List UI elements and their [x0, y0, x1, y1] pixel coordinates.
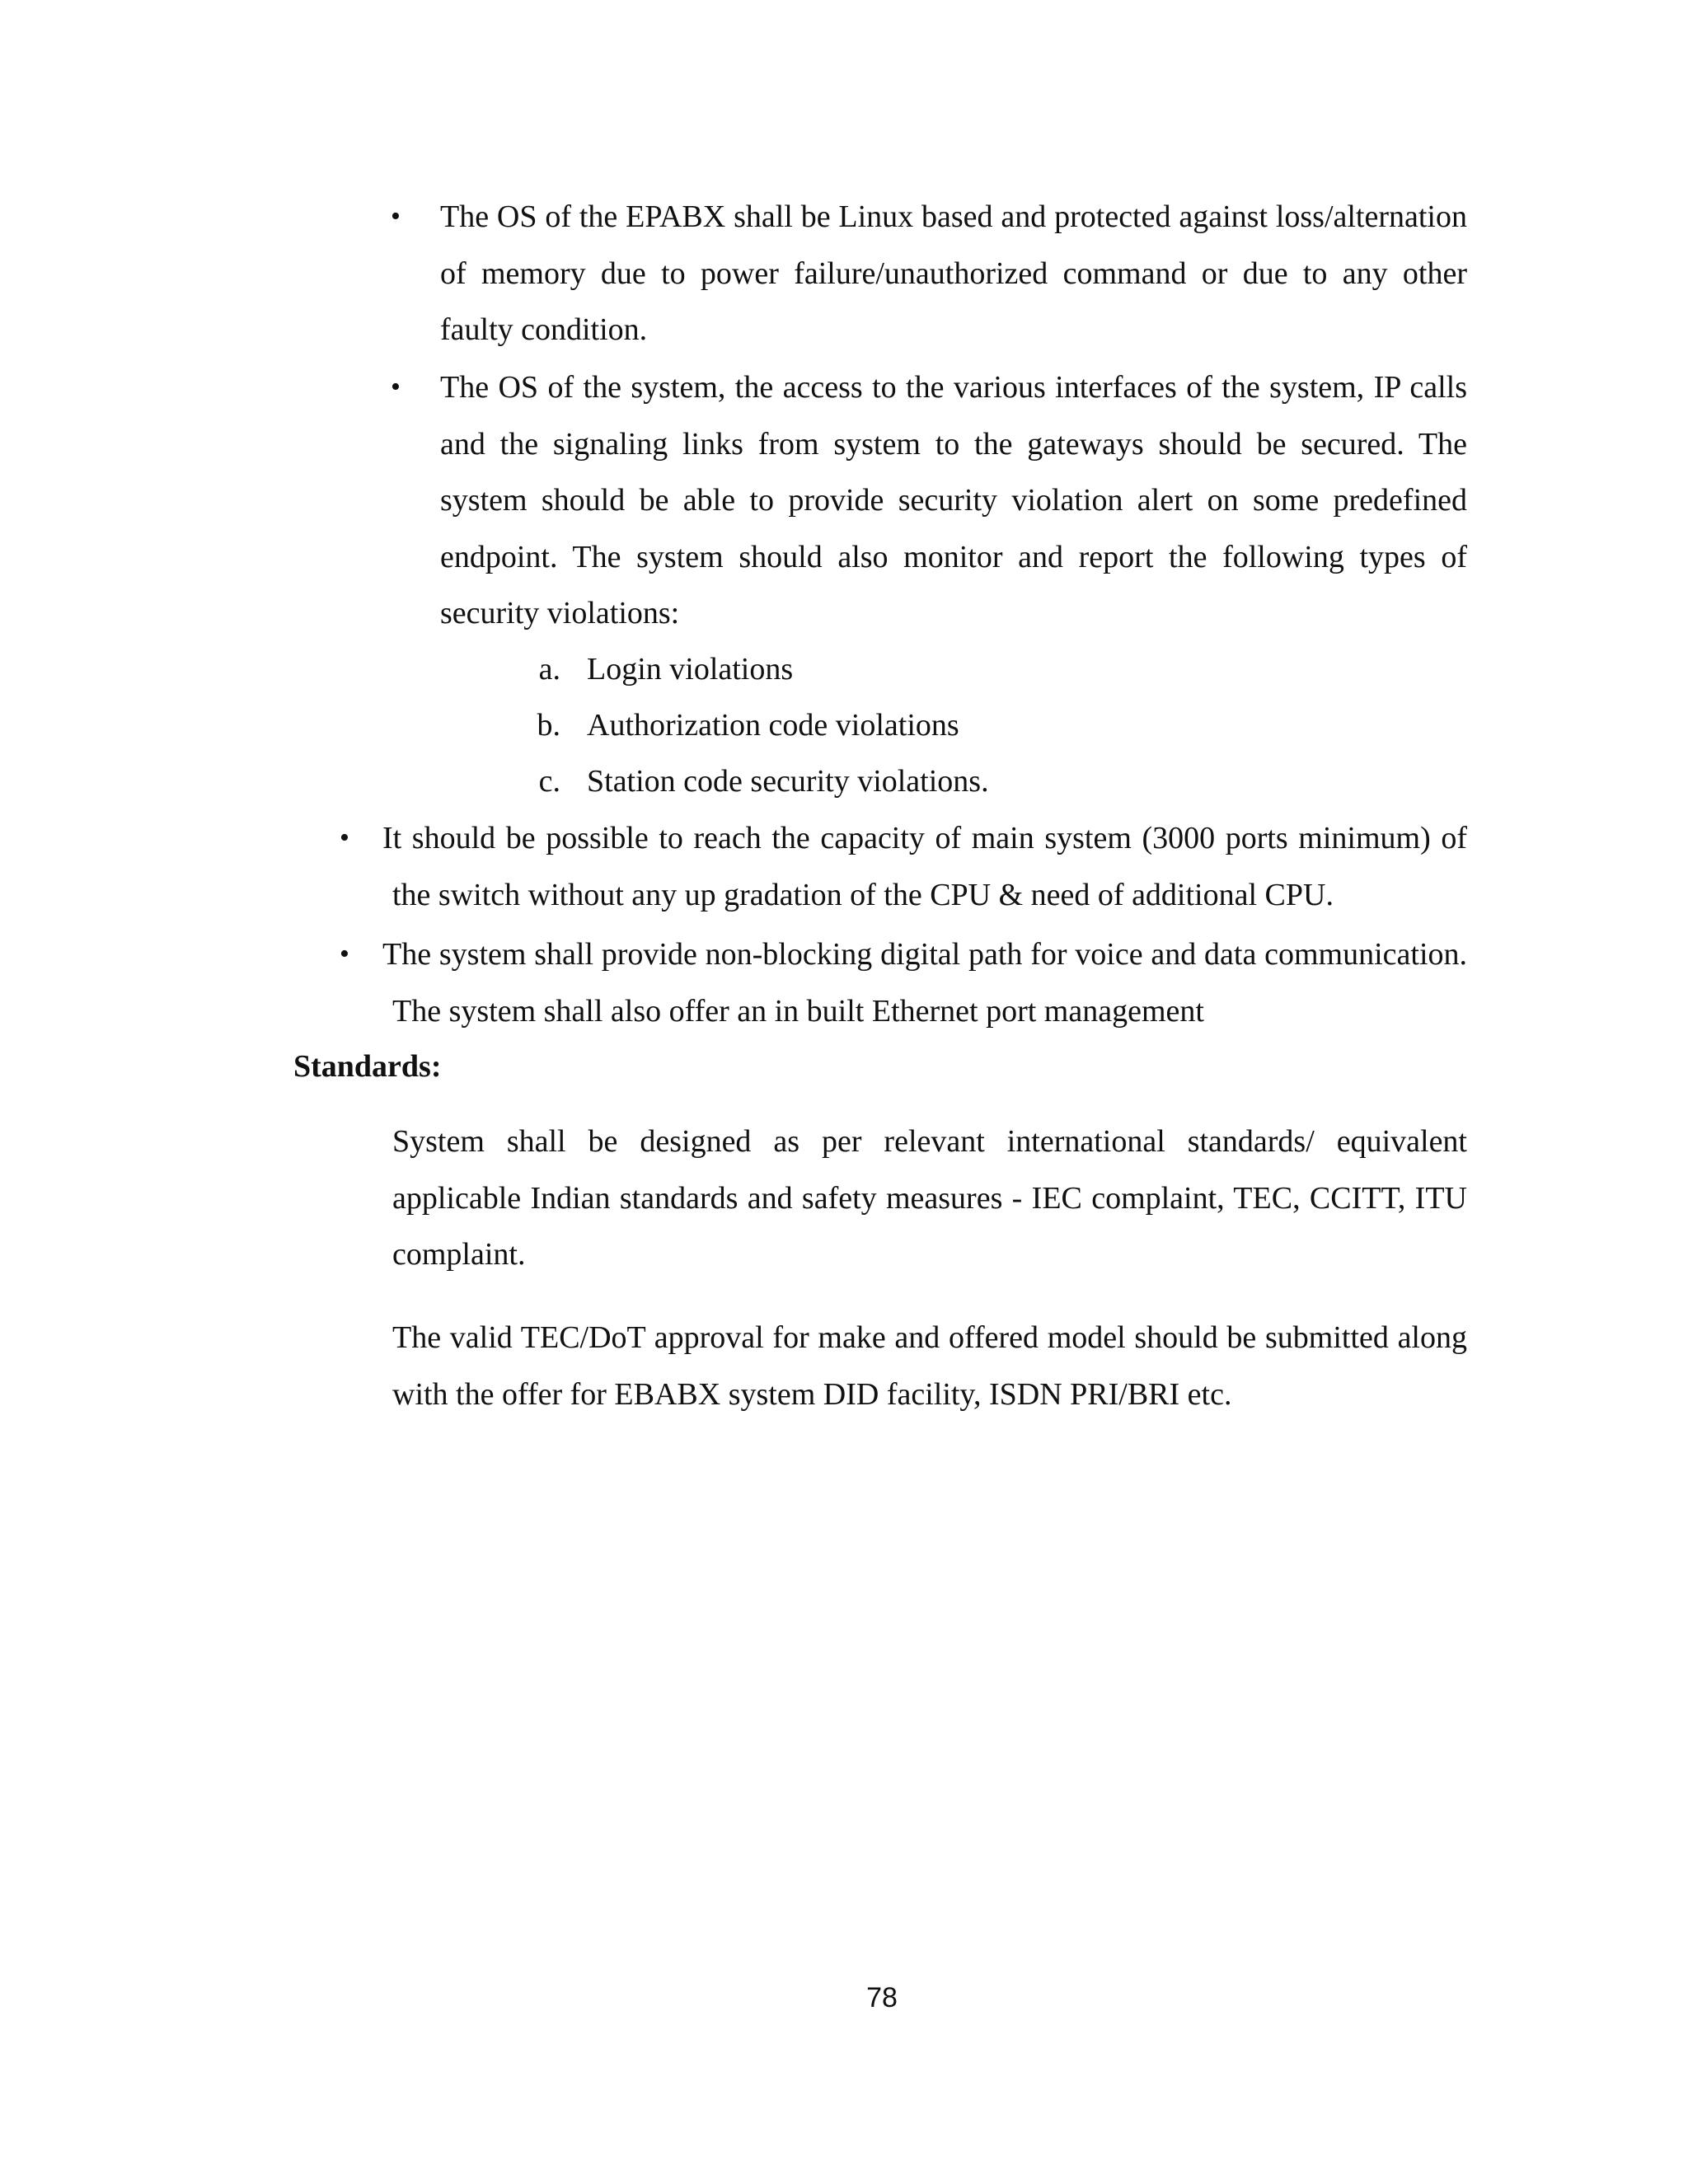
standards-heading: Standards:	[293, 1049, 442, 1084]
bullet-marker: •	[340, 823, 349, 853]
bullet-capacity-text: It should be possible to reach the capacity of main system (3000 ports minimum) of the switch without any up gradation of the CPU & need of additional CPU.	[382, 821, 1467, 912]
violation-marker-b: b.	[537, 708, 560, 743]
page-number: 78	[866, 1982, 898, 2013]
bullet-marker: •	[391, 372, 401, 402]
bullet-non-blocking	[382, 926, 1467, 1039]
bullet-marker: •	[391, 201, 401, 232]
standards-paragraph-2: The valid TEC/DoT approval for make and offered model should be submitted along with the offer for EBABX system DID facility, ISDN PRI/BRI etc.	[392, 1320, 1467, 1412]
standards-paragraph-1: System shall be designed as per relevant international standards/ equivalent applicable Indian standards and safety measures - IEC complaint, TEC, CCITT, ITU complaint.	[392, 1124, 1467, 1272]
bullet-os-linux: The OS of the EPABX shall be Linux based and protected against loss/alternation of memory due to power failure/unauthorized command or due to any other faulty condition.	[440, 199, 1467, 347]
violation-login: Login violations	[587, 652, 794, 687]
bullet-marker: •	[340, 939, 349, 969]
violation-station-code: Station code security violations.	[587, 764, 989, 799]
bullet-capacity	[382, 810, 1467, 923]
violation-authorization: Authorization code violations	[587, 708, 959, 743]
bullet-non-blocking-text: The system shall provide non-blocking digital path for voice and data communication. The system shall also offer an in built Ethernet port management	[382, 937, 1467, 1029]
violation-marker-a: a.	[538, 652, 560, 687]
bullet-os-security: The OS of the system, the access to the various interfaces of the system, IP calls and the signaling links from system to the gateways should be secured. The system should be able to provide security violation alert on some predefined endpoint. The system should also monitor and report the following types of security violations:	[440, 370, 1467, 630]
violation-marker-c: c.	[538, 764, 560, 799]
